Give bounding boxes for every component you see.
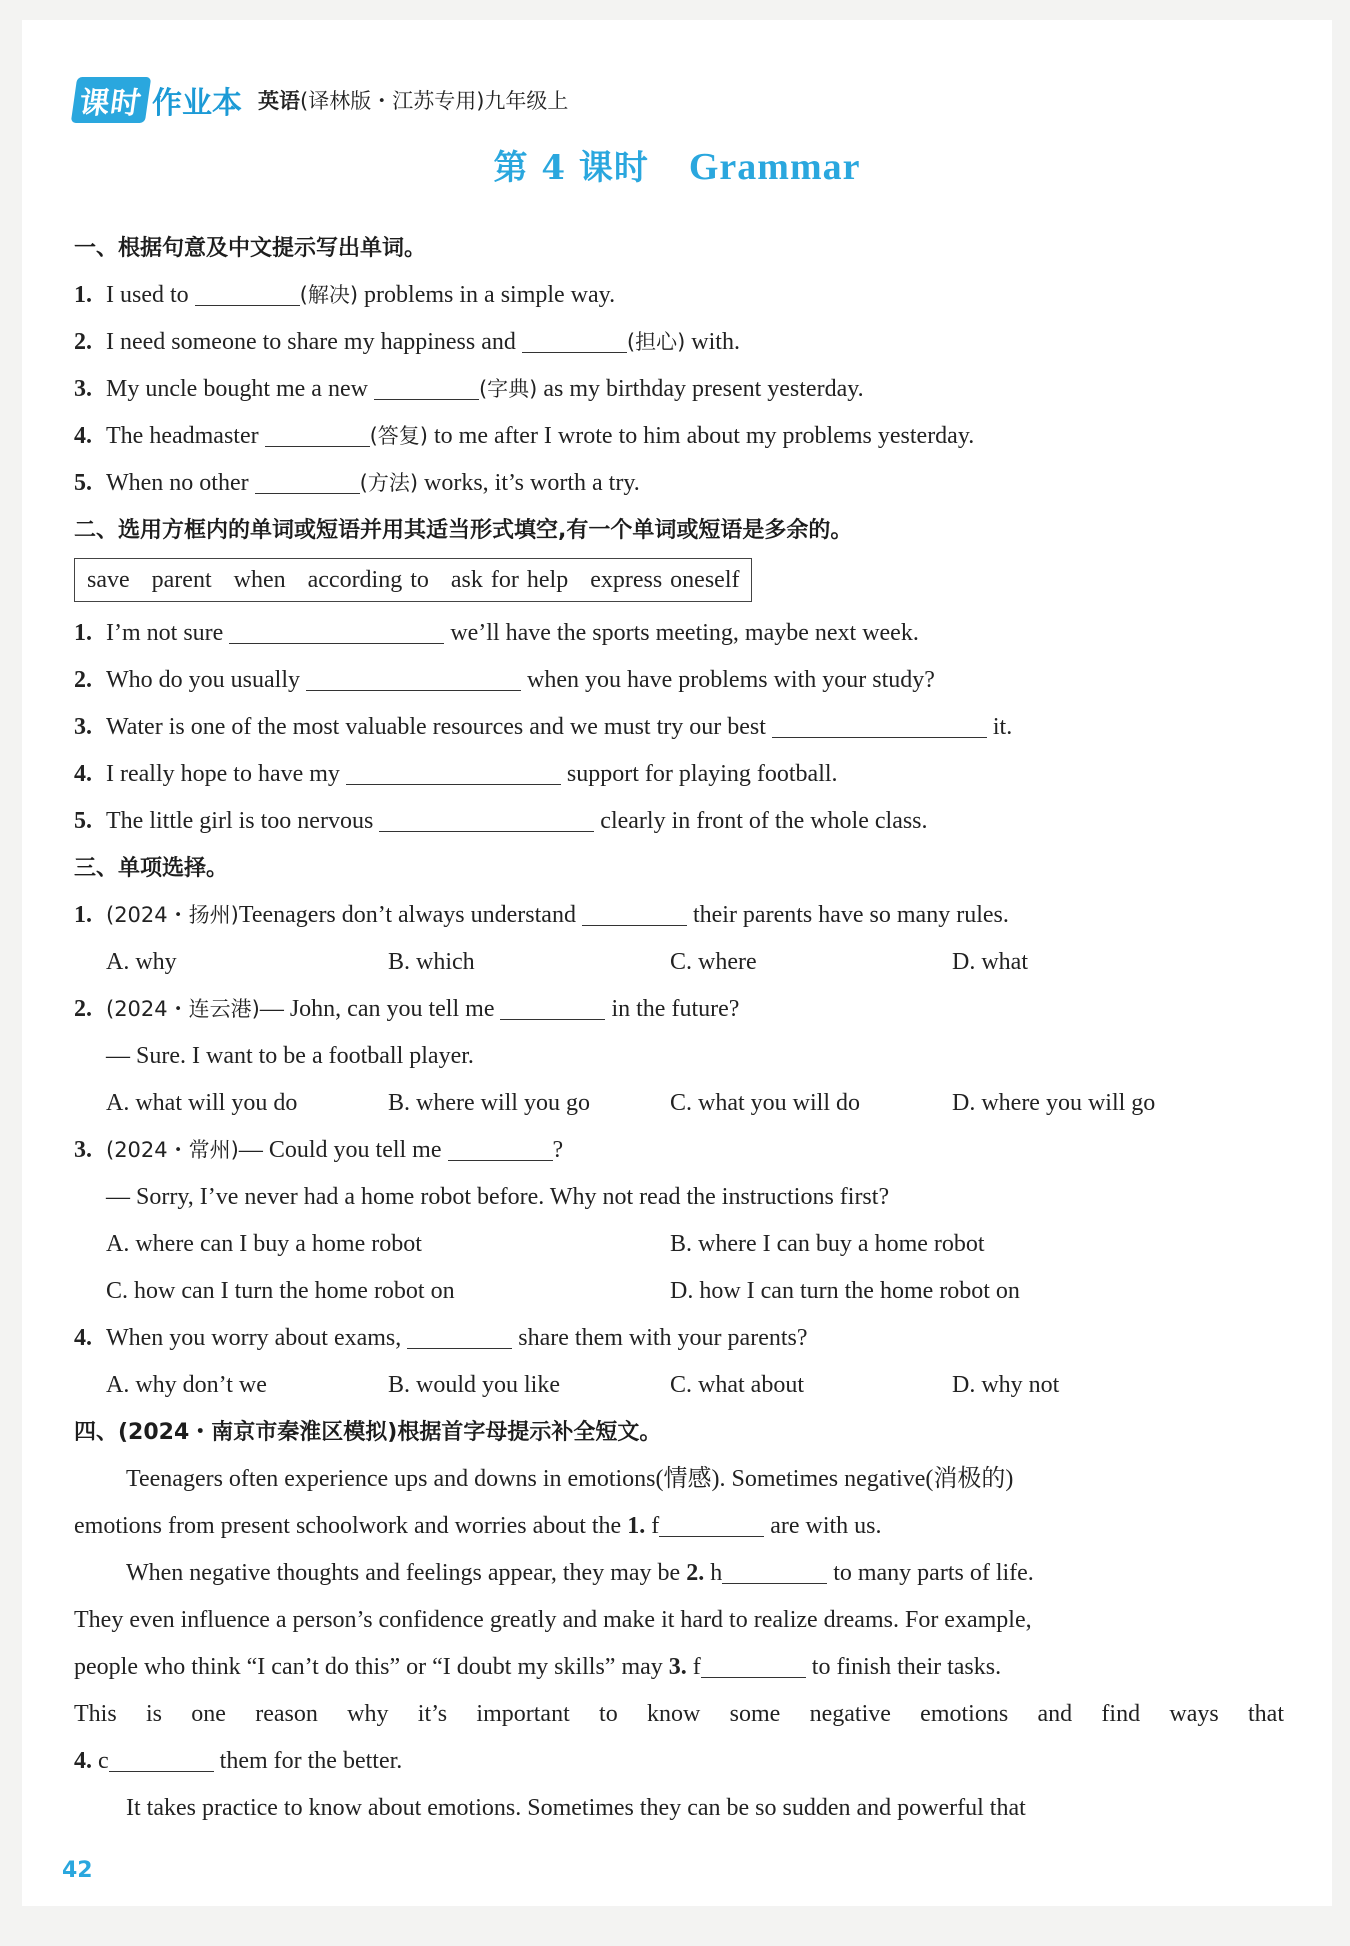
s3-question-4 <box>74 1315 1284 1362</box>
question-number: 1. <box>74 282 92 308</box>
s3-question-1 <box>74 892 1284 939</box>
answer-blank[interactable] <box>195 275 300 306</box>
passage-text: to finish their tasks. <box>805 1654 1002 1680</box>
answer-blank[interactable] <box>701 1647 806 1678</box>
passage-text: emotions from present schoolwork and worries about the <box>74 1513 628 1539</box>
word-bank-item: when <box>233 567 286 593</box>
s2-question <box>74 798 1284 845</box>
passage-text: people who think “I can’t do this” or “I doubt my skills” may <box>74 1654 669 1680</box>
answer-blank[interactable] <box>722 1553 827 1584</box>
chinese-hint: (解决) <box>299 283 359 307</box>
question-text: their parents have so many rules. <box>686 902 1009 928</box>
chinese-hint: (担心) <box>626 330 686 354</box>
question-text: I used to <box>106 282 195 308</box>
question-number: 3. <box>74 1137 92 1163</box>
question-text: as my birthday present yesterday. <box>537 376 864 402</box>
question-text: in the future? <box>605 996 740 1022</box>
brand-logo <box>74 77 242 123</box>
choice-option[interactable]: B. where I can buy a home robot <box>670 1231 985 1257</box>
question-text: to me after I wrote to him about my problems yesterday. <box>427 423 975 449</box>
question-number: 2. <box>74 667 92 693</box>
section-2-heading: 二、选用方框内的单词或短语并用其适当形式填空,有一个单词或短语是多余的。 <box>74 518 853 543</box>
section-4-heading: 四、(2024・南京市秦淮区模拟)根据首字母提示补全短文。 <box>74 1420 662 1445</box>
initial-letter: c <box>92 1748 109 1774</box>
chinese-hint: (字典) <box>478 377 538 401</box>
question-text: with. <box>685 329 740 355</box>
question-source: (2024・连云港) <box>106 997 260 1021</box>
question-number: 4. <box>74 1325 92 1351</box>
question-text: Teenagers don’t always understand <box>238 902 582 928</box>
passage-line <box>74 1550 1284 1597</box>
question-number: 2. <box>74 329 92 355</box>
passage-text: to many parts of life. <box>827 1560 1034 1586</box>
question-number: 1. <box>74 620 92 646</box>
answer-blank[interactable] <box>582 895 687 926</box>
answer-blank[interactable] <box>255 463 360 494</box>
question-text: — Could you tell me <box>238 1137 448 1163</box>
question-text: Who do you usually <box>106 667 306 693</box>
choice-option[interactable]: A. why <box>106 949 177 975</box>
question-number: 4. <box>74 423 92 449</box>
question-number: 3. <box>74 376 92 402</box>
worksheet-page <box>22 20 1332 1906</box>
question-text: I need someone to share my happiness and <box>106 329 522 355</box>
dialogue-reply: — Sure. I want to be a football player. <box>106 1043 474 1069</box>
question-number: 5. <box>74 470 92 496</box>
answer-blank[interactable] <box>407 1318 512 1349</box>
question-text: — John, can you tell me <box>259 996 501 1022</box>
answer-blank[interactable] <box>500 989 605 1020</box>
word-bank-item: ask for help <box>450 567 569 593</box>
answer-blank[interactable] <box>109 1741 214 1772</box>
initial-letter: f <box>645 1513 660 1539</box>
answer-blank[interactable] <box>448 1130 553 1161</box>
passage-line: This is one reason why it’s important to know some negative emotions and find ways that <box>74 1701 1284 1727</box>
logo-mark: 课时 <box>71 77 151 123</box>
choice-option[interactable]: A. what will you do <box>106 1090 298 1116</box>
choice-option[interactable]: C. what about <box>670 1372 804 1398</box>
s2-question <box>74 610 1284 657</box>
section-1-heading: 一、根据句意及中文提示写出单词。 <box>74 236 427 261</box>
exercise-content <box>74 225 1284 1832</box>
word-bank-item: express oneself <box>590 567 740 593</box>
initial-letter: f <box>686 1654 701 1680</box>
question-text: clearly in front of the whole class. <box>594 808 928 834</box>
choice-options <box>74 939 1284 986</box>
question-text: we’ll have the sports meeting, maybe next week. <box>444 620 919 646</box>
question-number: 2. <box>74 996 92 1022</box>
choice-option[interactable]: C. how can I turn the home robot on <box>106 1278 455 1304</box>
passage-line <box>74 1738 1284 1785</box>
question-number: 4. <box>74 761 92 787</box>
passage-line <box>74 1503 1284 1550</box>
question-text: when you have problems with your study? <box>520 667 935 693</box>
question-text: it. <box>986 714 1013 740</box>
passage-text: them for the better. <box>213 1748 403 1774</box>
page-header <box>74 70 568 130</box>
question-text: When you worry about exams, <box>106 1325 408 1351</box>
choice-option[interactable]: B. where will you go <box>388 1090 590 1116</box>
passage-line: They even influence a person’s confidence greatly and make it hard to realize dreams. For example, <box>74 1607 1032 1633</box>
answer-blank[interactable] <box>379 801 594 832</box>
choice-options <box>74 1080 1284 1127</box>
s1-question <box>74 272 1284 319</box>
choice-options <box>74 1221 1284 1268</box>
chinese-hint: (答复) <box>369 424 428 448</box>
page-number: 42 <box>62 1858 93 1883</box>
logo-text: 作业本 <box>152 86 242 121</box>
subject-edition: (译林版・江苏专用)九年级上 <box>300 89 569 113</box>
question-text: The headmaster <box>106 423 265 449</box>
passage-text: When negative thoughts and feelings appear, they may be <box>126 1560 687 1586</box>
answer-blank[interactable] <box>306 660 521 691</box>
lesson-topic: Grammar <box>688 146 861 188</box>
question-text: problems in a simple way. <box>358 282 616 308</box>
question-text: My uncle bought me a new <box>106 376 374 402</box>
blank-number: 4. <box>74 1748 92 1774</box>
passage-line: Teenagers often experience ups and downs in emotions(情感). Sometimes negative(消极的) <box>126 1466 1014 1492</box>
blank-number: 1. <box>627 1513 646 1539</box>
question-source: (2024・常州) <box>106 1138 239 1162</box>
word-bank-item: parent <box>151 567 212 593</box>
initial-letter: h <box>704 1560 723 1586</box>
answer-blank[interactable] <box>772 707 987 738</box>
choice-option[interactable]: C. what you will do <box>670 1090 860 1116</box>
s2-question <box>74 657 1284 704</box>
answer-blank[interactable] <box>659 1506 764 1537</box>
question-text: When no other <box>106 470 255 496</box>
answer-blank[interactable] <box>374 369 479 400</box>
question-text: The little girl is too nervous <box>106 808 380 834</box>
passage-line <box>74 1644 1284 1691</box>
passage-text: are with us. <box>764 1513 882 1539</box>
passage-line: It takes practice to know about emotions. Sometimes they can be so sudden and powerful that <box>126 1795 1026 1821</box>
s2-question <box>74 704 1284 751</box>
s1-question <box>74 460 1284 507</box>
question-text: I’m not sure <box>106 620 230 646</box>
answer-blank[interactable] <box>265 416 370 447</box>
book-subject <box>258 85 568 115</box>
choice-options <box>74 1362 1284 1409</box>
lesson-title <box>22 140 1332 189</box>
word-bank-item: according to <box>307 567 429 593</box>
question-source: (2024・扬州) <box>106 903 239 927</box>
choice-option[interactable]: D. why not <box>952 1372 1060 1398</box>
lesson-number: 第 4 课时 <box>493 148 649 188</box>
chinese-hint: (方法) <box>359 471 419 495</box>
word-bank-item: save <box>87 567 130 593</box>
word-bank-box <box>74 558 752 602</box>
choice-option[interactable]: A. why don’t we <box>106 1372 267 1398</box>
choice-option[interactable]: D. where you will go <box>952 1090 1156 1116</box>
blank-number: 3. <box>668 1654 687 1680</box>
s3-question-2 <box>74 986 1284 1033</box>
answer-blank[interactable] <box>229 613 444 644</box>
answer-blank[interactable] <box>346 754 561 785</box>
question-text: share them with your parents? <box>512 1325 808 1351</box>
question-text: ? <box>552 1137 564 1163</box>
question-text: works, it’s worth a try. <box>418 470 640 496</box>
section-3-heading: 三、单项选择。 <box>74 856 229 881</box>
question-number: 5. <box>74 808 92 834</box>
subject-name: 英语 <box>258 89 300 113</box>
answer-blank[interactable] <box>522 322 627 353</box>
blank-number: 2. <box>686 1560 705 1586</box>
choice-option[interactable]: D. what <box>952 949 1028 975</box>
s1-question <box>74 413 1284 460</box>
choice-option[interactable]: B. would you like <box>388 1372 560 1398</box>
choice-option[interactable]: D. how I can turn the home robot on <box>670 1278 1020 1304</box>
s1-question <box>74 366 1284 413</box>
s1-question <box>74 319 1284 366</box>
s3-question-3 <box>74 1127 1284 1174</box>
choice-option[interactable]: C. where <box>670 949 757 975</box>
question-text: I really hope to have my <box>106 761 346 787</box>
question-text: support for playing football. <box>560 761 838 787</box>
question-number: 3. <box>74 714 92 740</box>
question-number: 1. <box>74 902 92 928</box>
choice-option[interactable]: B. which <box>388 949 475 975</box>
dialogue-reply: — Sorry, I’ve never had a home robot before. Why not read the instructions first? <box>106 1184 890 1210</box>
question-text: Water is one of the most valuable resources and we must try our best <box>106 714 772 740</box>
s2-question <box>74 751 1284 798</box>
choice-options <box>74 1268 1284 1315</box>
choice-option[interactable]: A. where can I buy a home robot <box>106 1231 422 1257</box>
